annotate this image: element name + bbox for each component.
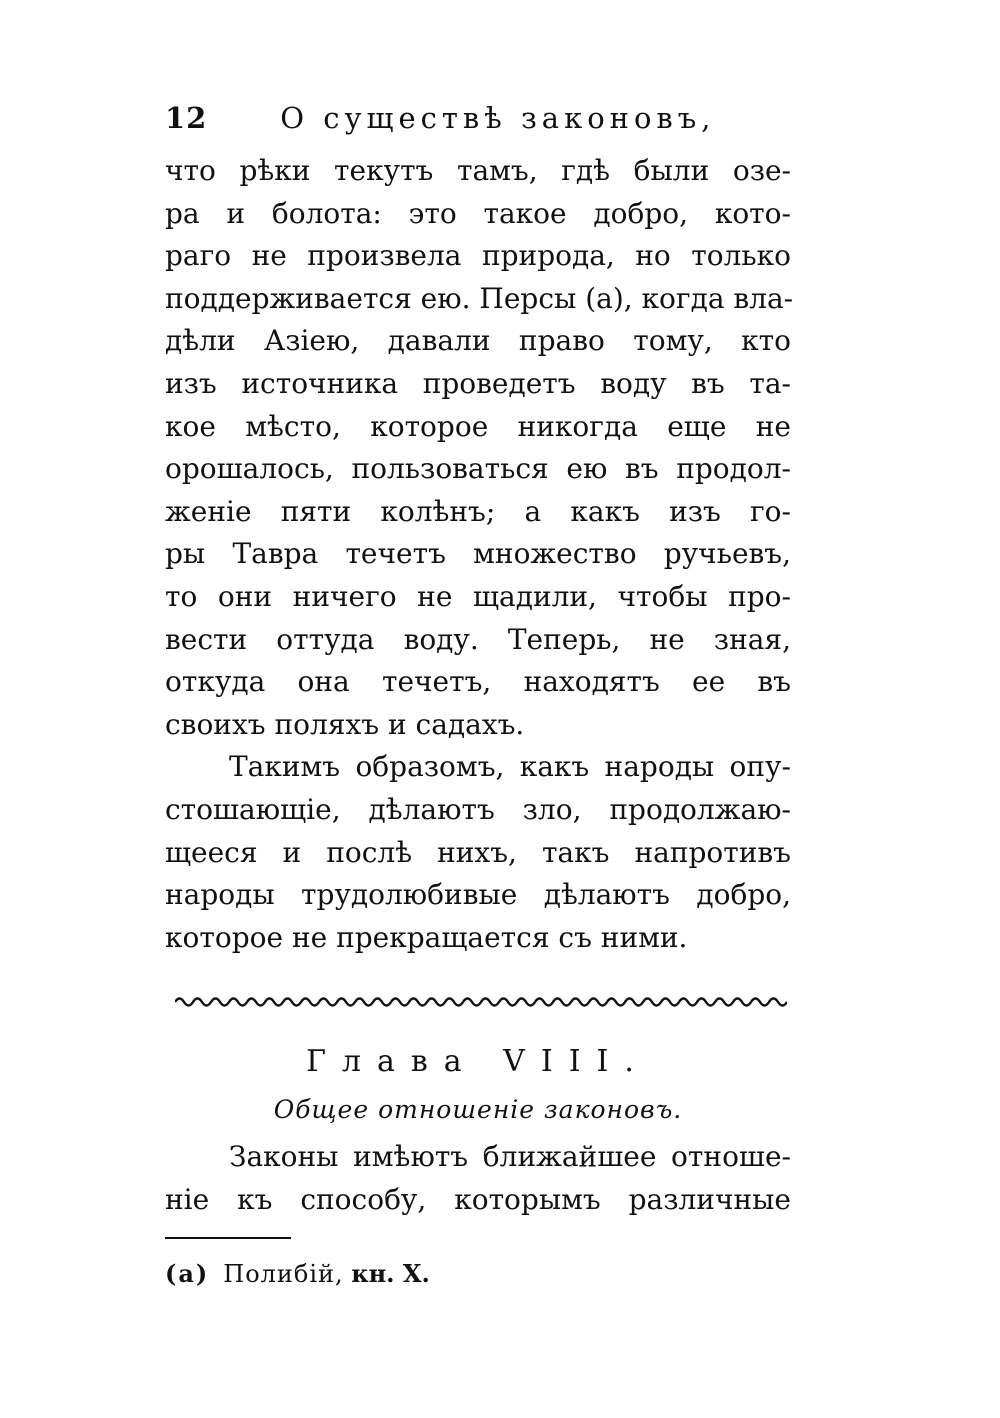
text-line: что рѣки текутъ тамъ, гдѣ были озе- <box>165 154 791 187</box>
text-line: женіе пяти колѣнъ; а какъ изъ го- <box>165 494 791 528</box>
text-line: Законы имѣютъ ближайшее отноше- <box>229 1140 791 1173</box>
text-line: дѣли Азіею, давали право тому, кто <box>165 324 791 358</box>
chapter-text <box>165 1136 791 1221</box>
text-line: раго не произвела природа, но только <box>165 239 791 273</box>
text-line: кое мѣсто, которое никогда еще не <box>165 409 791 443</box>
footnote-rule <box>165 1237 291 1239</box>
paragraph <box>165 150 794 746</box>
text-line: стошающіе, дѣлаютъ зло, продолжаю- <box>165 792 791 826</box>
footnote-reference: кн. X. <box>351 1259 430 1288</box>
running-title: О существѣ законовъ, <box>280 101 716 135</box>
text-line: изъ источника проведетъ воду въ та- <box>165 366 791 400</box>
text-line: народы трудолюбивые дѣлаютъ добро, <box>165 878 791 912</box>
footnote <box>165 1256 765 1292</box>
text-line: вести оттуда воду. Теперь, не зная, <box>165 622 791 656</box>
text-line: своихъ поляхъ и садахъ. <box>165 707 525 741</box>
text-line: орошалось, пользоваться ею въ продол- <box>165 452 791 486</box>
page-number: 12 <box>165 101 208 135</box>
text-line: то они ничего не щадили, чтобы про- <box>165 579 791 613</box>
page-header <box>165 96 805 140</box>
chapter-subtitle: Общее отношеніе законовъ. <box>273 1095 683 1124</box>
text-line: ры Тавра течетъ множество ручьевъ, <box>165 537 791 571</box>
footnote-text: Полибій, <box>223 1260 344 1288</box>
text-line: щееся и послѣ нихъ, такъ напротивъ <box>165 835 791 869</box>
text-line: ніе къ способу, которымъ различные <box>165 1182 791 1216</box>
footnote-marker: (а) <box>165 1259 210 1288</box>
text-line: которое не прекращается съ ними. <box>165 920 688 954</box>
decorative-wave-divider <box>175 993 787 1007</box>
chapter-heading: Глава VIII. <box>306 1044 650 1079</box>
text-line: поддерживается ею. Персы (а), когда вла- <box>165 281 794 315</box>
text-line: Такимъ образомъ, какъ народы опу- <box>229 750 791 784</box>
text-line: откуда она течетъ, находятъ ее въ <box>165 665 791 699</box>
body-text <box>165 150 794 959</box>
text-line: ра и болота: это такое добро, кото- <box>165 196 791 230</box>
paragraph <box>165 746 791 959</box>
